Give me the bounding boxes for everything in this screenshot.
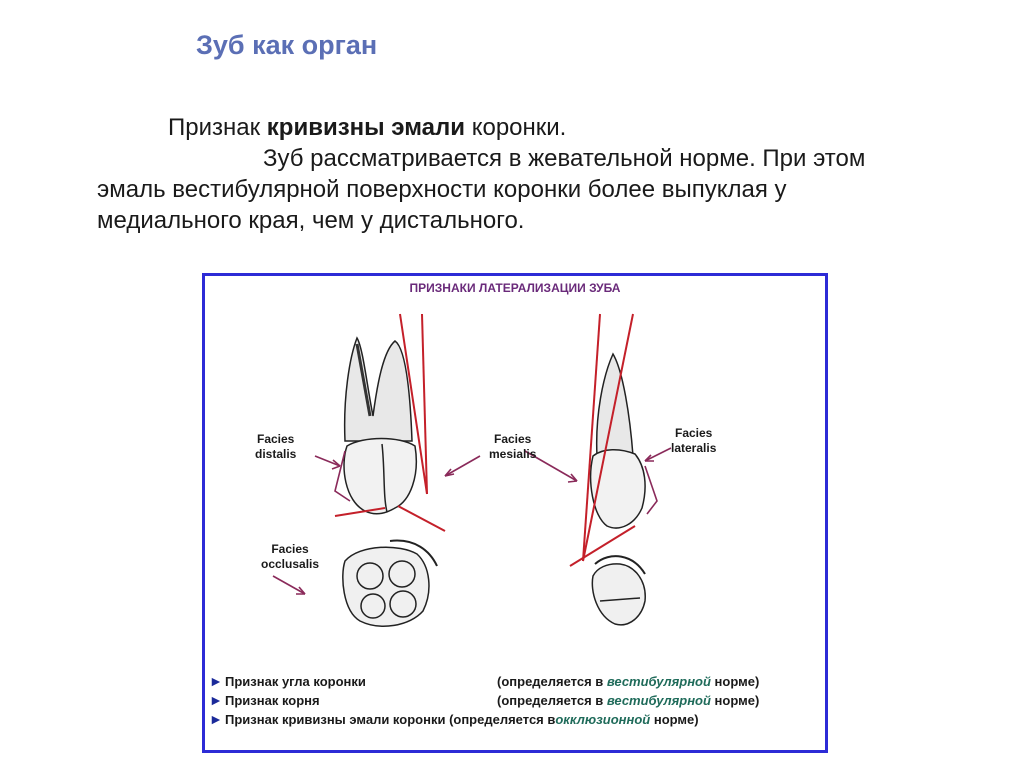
left-tooth-root-icon <box>345 338 412 441</box>
label-facies-mesialis: Facies mesialis <box>489 432 537 461</box>
paragraph-line-3: эмаль вестибулярной поверхности коронки более выпуклая у <box>97 176 787 203</box>
paragraph-line-4: медиального края, чем у дистального. <box>97 207 525 234</box>
label-facies-distalis: Facies distalis <box>255 432 297 461</box>
triangle-marker-icon: ► <box>209 711 223 727</box>
legend-note-3: (определяется вокклюзионной норме) <box>445 712 699 727</box>
occlusal-view-icon <box>343 541 437 627</box>
paragraph-line-1 <box>97 112 997 143</box>
body-paragraph <box>97 112 997 236</box>
line1-prefix: Признак <box>168 114 267 141</box>
triangle-marker-icon: ► <box>209 692 223 708</box>
right-tooth-crown-icon <box>591 450 645 528</box>
page-title: Зуб как орган <box>196 30 378 60</box>
tooth-figure <box>202 273 828 753</box>
figure-title: ПРИЗНАКИ ЛАТЕРАЛИЗАЦИИ ЗУБА <box>409 281 621 295</box>
right-occlusal-view-icon <box>592 556 645 625</box>
paragraph-line-2: Зуб рассматривается в жевательной норме. При этом <box>263 145 866 172</box>
triangle-marker-icon: ► <box>209 673 223 689</box>
line1-bold-term: кривизны эмали <box>266 114 466 141</box>
legend-note-2: (определяется в вестибулярной норме) <box>497 693 760 708</box>
legend <box>209 672 821 729</box>
label-facies-occlusalis: Facies occlusalis <box>261 542 320 571</box>
left-tooth-crown-icon <box>344 439 416 514</box>
legend-row-2: ► Признак корня (определяется в вестибулярной норме) <box>209 692 760 708</box>
legend-note-1: (определяется в вестибулярной норме) <box>497 674 760 689</box>
legend-row-3: ► Признак кривизны эмали коронки (определяется вокклюзионной норме) <box>209 711 699 727</box>
line1-suffix: коронки. <box>465 114 567 141</box>
label-facies-lateralis: Facies lateralis <box>671 426 717 455</box>
legend-row-1: ► Признак угла коронки (определяется в вестибулярной норме) <box>209 673 760 689</box>
